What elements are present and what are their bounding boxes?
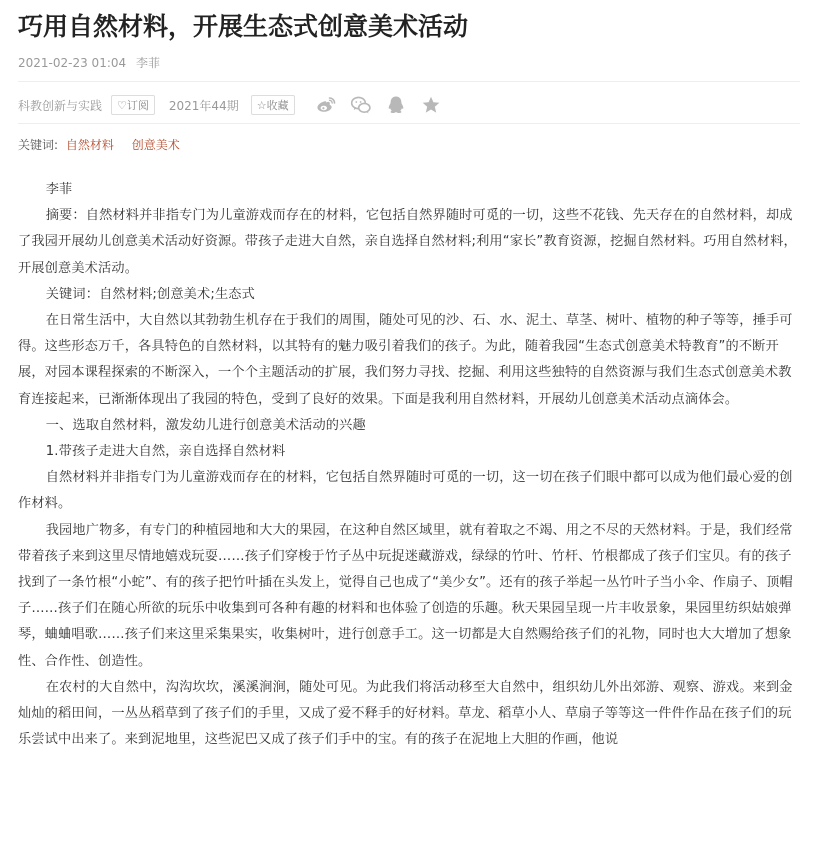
divider: [18, 81, 800, 82]
keywords-paragraph: 关键词：自然材料;创意美术;生态式: [45, 286, 255, 302]
body-paragraph: 自然材料并非指专门为儿童游戏而存在的材料，它包括自然界随时可觅的一切，这一切在孩子们眼中都可以成为他们最心爱的创作材料。: [18, 470, 793, 512]
author-line: 李菲: [45, 182, 73, 197]
subsection-heading: 1.带孩子走进大自然，亲自选择自然材料: [45, 444, 286, 460]
weibo-icon[interactable]: [315, 94, 337, 116]
author-name[interactable]: 李菲: [135, 56, 160, 70]
body-paragraph: 在农村的大自然中，沟沟坎坎，溪溪涧涧，随处可见。为此我们将活动移至大自然中，组织幼儿外出郊游、观察、游戏。来到金灿灿的稻田间，一丛丛稻草到了孩子们的手里，又成了爱不释手的好材料。草龙、稻草小人、草扇子等等这一件件作品在孩子们的玩乐尝试中出来了。来到泥地里，这些泥巴又成了孩子们手中的宝。有的孩子在泥地上大胆的作画，他说: [18, 679, 793, 748]
qq-icon[interactable]: [385, 94, 407, 116]
publish-date: 2021-02-23 01:04: [18, 56, 127, 70]
keywords-row: [18, 137, 180, 153]
star-icon[interactable]: [420, 94, 442, 116]
collect-button[interactable]: ☆收藏: [251, 95, 295, 115]
article-body: [18, 177, 800, 753]
keywords-label: 关键词:: [18, 138, 59, 152]
article-toolbar: [18, 92, 800, 118]
issue-number: 2021年44期: [168, 98, 239, 113]
keyword-link[interactable]: 创意美术: [131, 138, 180, 152]
keyword-link[interactable]: 自然材料: [65, 138, 114, 152]
body-paragraph: 在日常生活中，大自然以其勃勃生机存在于我们的周围，随处可见的沙、石、水、泥土、草茎、树叶、植物的种子等等，捶手可得。这些形态万千，各具特色的自然材料，以其特有的魅力吸引着我们的孩子。为此，随着我园“生态式创意美术特教育”的不断开展，对园本课程探索的不断深入，一个个主题活动的扩展，我们努力寻找、挖掘、利用这些独特的自然资源与我们生态式创意美术教育连接起来，已渐渐体现出了我园的特色，受到了良好的效果。下面是我利用自然材料，开展幼儿创意美术活动点滴体会。: [18, 313, 793, 407]
column-link[interactable]: 科教创新与实践: [18, 98, 103, 113]
article-meta: [18, 55, 160, 71]
subscribe-button[interactable]: ♡订阅: [111, 95, 155, 115]
divider: [18, 123, 800, 124]
article-title: 巧用自然材料，开展生态式创意美术活动: [18, 12, 469, 41]
wechat-icon[interactable]: [350, 94, 372, 116]
body-paragraph: 我园地广物多，有专门的种植园地和大大的果园，在这种自然区域里，就有着取之不竭、用之不尽的天然材料。于是，我们经常带着孩子来到这里尽情地嬉戏玩耍……孩子们穿梭于竹子丛中玩捉迷藏游戏，绿绿的竹叶、竹杆、竹根都成了孩子们宝贝。有的孩子找到了一条竹根“小蛇”、有的孩子把竹叶插在头发上，觉得自己也成了“美少女”。还有的孩子举起一丛竹叶子当小伞、作扇子、顶帽子……孩子们在随心所欲的玩乐中收集到可各种有趣的材料和也体验了创造的乐趣。秋天果园呈现一片丰收景象，果园里纺织姑娘弹琴，蛐蛐唱歌……孩子们来这里采集果实，收集树叶，进行创意手工。这一切都是大自然赐给孩子们的礼物，同时也大大增加了想象性、合作性、创造性。: [18, 522, 793, 669]
section-heading: 一、选取自然材料，激发幼儿进行创意美术活动的兴趣: [45, 417, 366, 433]
abstract-paragraph: 摘要：自然材料并非指专门为儿童游戏而存在的材料，它包括自然界随时可觅的一切，这些不花钱、先天存在的自然材料，却成了我园开展幼儿创意美术活动好资源。带孩子走进大自然，亲自选择自然材料;利用“家长”教育资源，挖掘自然材料。巧用自然材料，开展创意美术活动。: [18, 208, 797, 276]
